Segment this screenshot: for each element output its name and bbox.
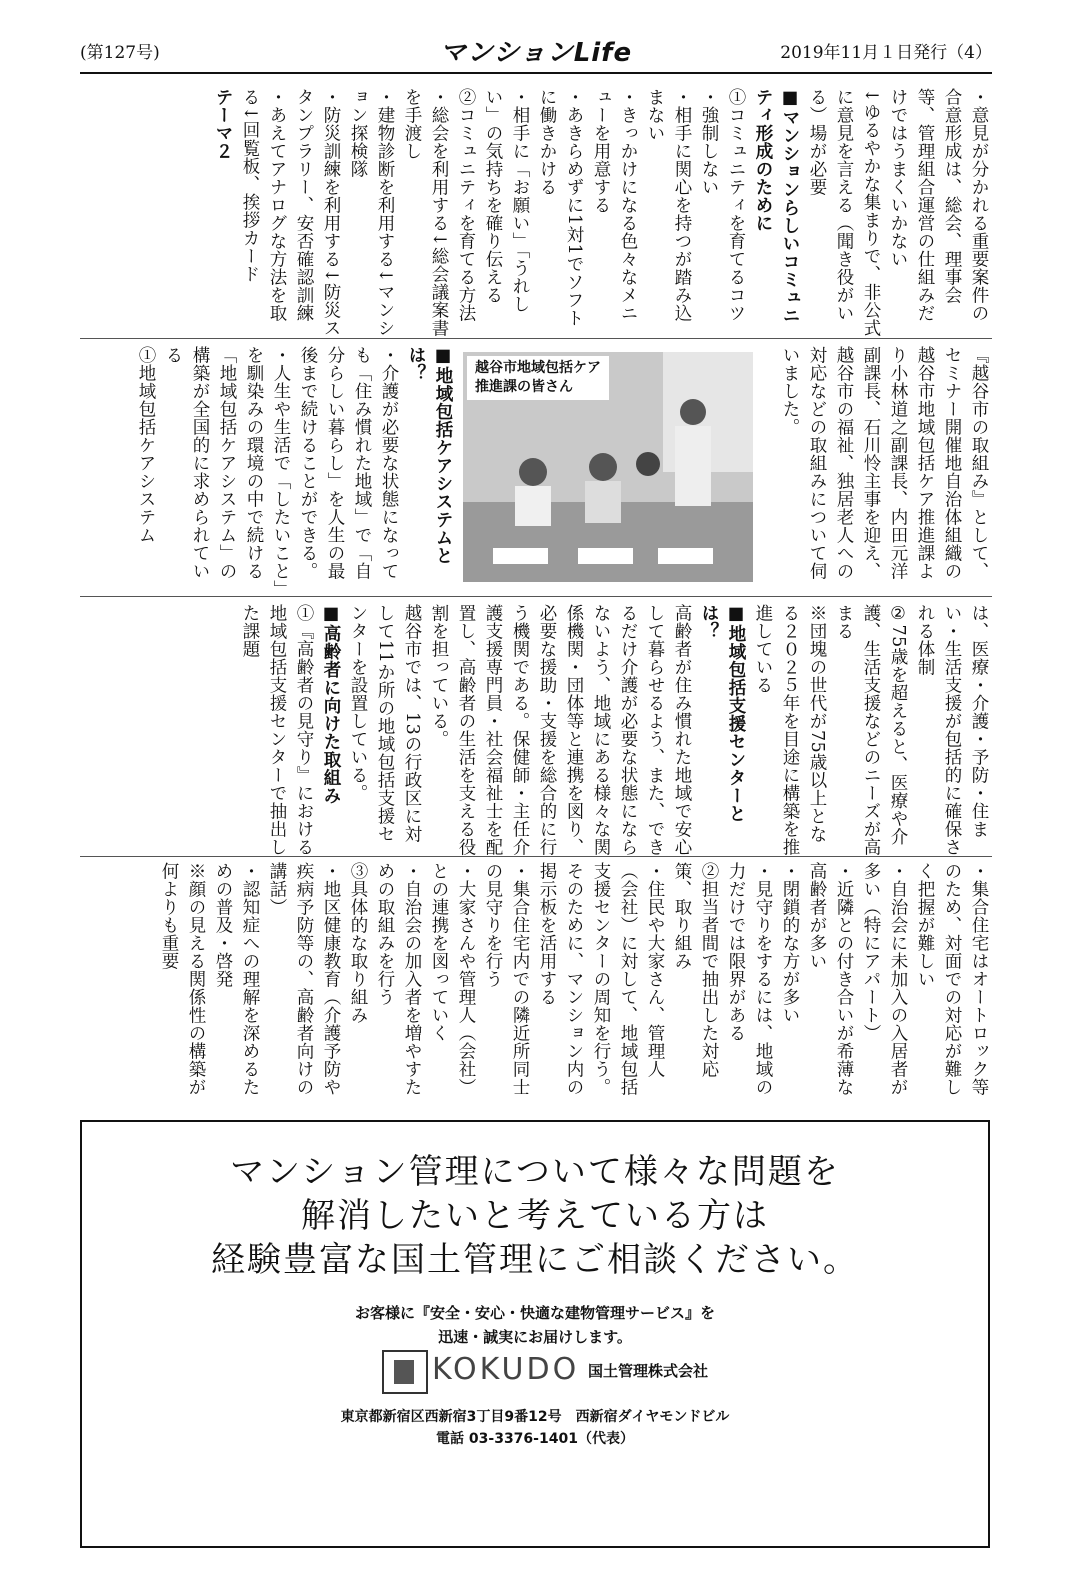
ad-tagline-2: 迅速・誠実にお届けします。 bbox=[438, 1328, 632, 1346]
paragraph: ・きっかけになる色々なメニューを用意する bbox=[591, 88, 638, 322]
paragraph: ・意見が分かれる重要案件の合意形成は、総会、理事会等、管理組合運営の仕組みだけではうまくいかない bbox=[888, 88, 989, 322]
paragraph: 高齢者が住み慣れた地域で安心して暮らせるよう、また、できるだけ介護が必要な状態にならないよう、地域にある様々な関係機関・団体等と連携を図り、必要な援助・支援を総合的に行う機関である。保健師・主任介護支援専門員・社会福祉士を配置し、高齢者の生活を支える役割を担っている。 bbox=[429, 604, 692, 856]
paragraph: 越谷市では、13の行政区に対して11か所の地域包括支援センターを設置している。 bbox=[348, 604, 422, 844]
photo-caption-line-2: 推進課の皆さん bbox=[475, 379, 573, 395]
paragraph: ・介護が必要な状態になっても「住み慣れた地域」で「自分らしい暮らし」を人生の最後まで続けることができる。 bbox=[298, 346, 399, 580]
company-address: 東京都新宿区西新宿3丁目9番12号 西新宿ダイヤモンドビル bbox=[340, 1409, 730, 1425]
company-phone: 電話 03-3376-1401（代表） bbox=[436, 1431, 634, 1447]
paragraph: ・集合住宅はオートロック等のため、対面での対応が難しく把握が難しい bbox=[915, 862, 989, 1096]
paragraph: ・認知症への理解を深めるための普及・啓発 bbox=[213, 862, 260, 1096]
paragraph: ・近隣との付き合いが希薄な高齢者が多い bbox=[807, 862, 854, 1096]
ad-tagline-1: お客様に『安全・安心・快適な建物管理サービス』を bbox=[354, 1304, 715, 1322]
paragraph: ・強制しない bbox=[699, 88, 719, 196]
article-band-3 bbox=[80, 604, 992, 857]
paragraph: 『越谷市の取組み』として、セミナー開催地自治体組織の越谷市地域包括ケア推進課より小林道之副課長、内田元洋副課長、石川怜主事を迎え、越谷市の福祉、独居老人への対応などの取組みについて伺いました。 bbox=[780, 346, 989, 580]
article-text-band-4 bbox=[80, 862, 992, 1112]
article-text-band-2-right bbox=[756, 346, 992, 596]
paragraph: ・住民や大家さん、管理人（会社）に対して、地域包括支援センターの周知を行う。そのために、マンション内の掲示板を活用する bbox=[537, 862, 665, 1096]
paragraph: ・あきらめずに1対1でソフトに働きかける bbox=[537, 88, 584, 328]
paragraph: ・人生や生活で「したいこと」を馴染みの環境の中で続ける「地域包括ケアシステム」の構築が全国的に求められている bbox=[163, 346, 291, 590]
paragraph: ②コミュニティを育てる方法 bbox=[456, 88, 476, 322]
paragraph: ・閉鎖的な方が多い bbox=[780, 862, 800, 1024]
article-band-2 bbox=[80, 346, 992, 597]
ad-headline-3: 経験豊富な国土管理にご相談ください。 bbox=[211, 1240, 859, 1280]
issue-date: 2019年11月１日発行（4） bbox=[780, 43, 992, 63]
paragraph: ※団塊の世代が75歳以上となる２０２５年を目途に構築を推進している bbox=[753, 604, 827, 856]
paragraph: ・相手に「お願い」「うれしい」の気持ちを確り伝える bbox=[483, 88, 530, 314]
paragraph: ・総会を利用する↓総会議案書を手渡し bbox=[402, 88, 449, 338]
paragraph: ・防災訓練を利用する↓防災スタンプラリー、安否確認訓練 bbox=[294, 88, 341, 338]
article-band-4 bbox=[80, 862, 992, 1112]
theme-heading: テーマ２ bbox=[213, 88, 233, 160]
section-heading: ■マンションらしいコミュニティ形成のために bbox=[753, 88, 800, 325]
paragraph: ①コミュニティを育てるコツ bbox=[726, 88, 746, 322]
paragraph: ・相手に関心を持つが踏み込まない bbox=[645, 88, 692, 322]
paragraph: ・建物診断を利用する↓マンション探検隊 bbox=[348, 88, 395, 338]
logo-mark-icon bbox=[382, 1350, 428, 1394]
photo-panel-discussion bbox=[463, 352, 753, 582]
newsletter-title: マンションLife bbox=[439, 38, 633, 68]
paragraph: ・自治会の加入者を増やすための取組みを行う bbox=[375, 862, 422, 1096]
page-header bbox=[80, 32, 992, 74]
paragraph: ※顔の見える関係性の構築が何よりも重要 bbox=[159, 862, 206, 1096]
photo-caption bbox=[467, 356, 609, 400]
paragraph: ・あえてアナログな方法を取る↓回覧板、挨拶カード bbox=[240, 88, 287, 322]
paragraph: ①『高齢者の見守り』における地域包括支援センターで抽出した課題 bbox=[240, 604, 314, 856]
article-text-band-2-left bbox=[80, 346, 456, 596]
paragraph: ①地域包括ケアシステム bbox=[136, 346, 156, 544]
article-text-band-3 bbox=[80, 604, 992, 856]
paragraph: ↓ゆるやかな集まりで、非公式に意見を言える（聞き役がいる）場が必要 bbox=[807, 88, 881, 338]
paragraph: は、医療・介護・予防・住まい・生活支援が包括的に確保される体制 bbox=[915, 604, 989, 856]
photo-caption-line-1: 越谷市地域包括ケア bbox=[475, 360, 601, 376]
section-heading: ■地域包括支援センターとは？ bbox=[699, 604, 746, 823]
article-band-1 bbox=[80, 88, 992, 339]
ad-headline-1: マンション管理について様々な問題を bbox=[230, 1152, 840, 1192]
section-heading: ■地域包括ケアシステムとは？ bbox=[406, 346, 453, 565]
paragraph: ・大家さんや管理人（会社）との連携を図っていく bbox=[429, 862, 476, 1096]
company-name: 国土管理株式会社 bbox=[588, 1362, 709, 1380]
paragraph: ・自治会に未加入の入居者が多い（特にアパート） bbox=[861, 862, 908, 1096]
ad-headline-2: 解消したいと考えている方は bbox=[301, 1196, 769, 1236]
paragraph: ・見守りをするには、地域の力だけでは限界がある bbox=[726, 862, 773, 1096]
paragraph: ②担当者間で抽出した対応策、取り組み bbox=[672, 862, 719, 1078]
company-logo bbox=[382, 1350, 802, 1392]
paragraph: ・地区健康教育（介護予防や疾病予防等の、高齢者向けの講話） bbox=[267, 862, 341, 1096]
issue-number: (第127号) bbox=[80, 43, 160, 63]
article-text-band-1 bbox=[80, 88, 992, 338]
paragraph: ③具体的な取り組み bbox=[348, 862, 368, 1024]
section-heading: ■高齢者に向けた取組み bbox=[321, 604, 341, 805]
logo-text: KOKUDO bbox=[432, 1352, 580, 1387]
paragraph: ・集合住宅内での隣近所同士の見守りを行う bbox=[483, 862, 530, 1096]
advertisement-box bbox=[80, 1120, 990, 1548]
paragraph: ②75歳を超えると、医療や介護、生活支援などのニーズが高まる bbox=[834, 604, 908, 856]
